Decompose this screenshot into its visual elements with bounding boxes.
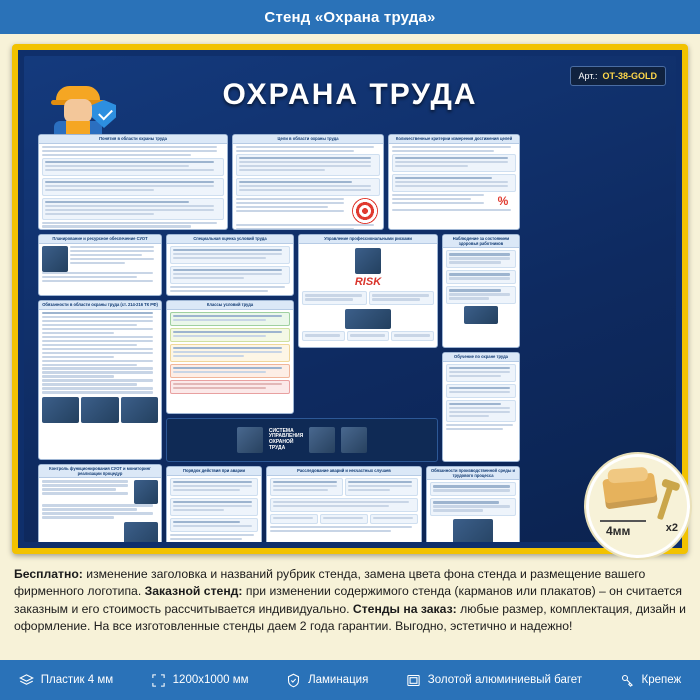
percent-icon: %: [497, 193, 509, 208]
card-title: Понятия в области охраны труда: [39, 135, 227, 144]
card-body: [443, 248, 519, 326]
suot-line-1: СИСТЕМА: [268, 427, 294, 434]
card-ponyatiya[interactable]: [38, 134, 228, 230]
free-text: изменение заголовка и названий рубрик стенда, замена цвета фона стенда и размещение вашего фирменного логотипа.: [14, 567, 646, 599]
feature-size: [151, 673, 249, 688]
feature-label: Крепеж: [641, 674, 682, 686]
feature-label: Пластик 4 мм: [40, 674, 114, 686]
fastener-callout: [584, 452, 692, 560]
card-title: Наблюдение за состоянием здоровья работников: [443, 235, 519, 248]
card-body: [39, 244, 161, 286]
feature-plastic: [19, 673, 113, 688]
card-body: [167, 244, 293, 296]
card-body: [167, 310, 293, 398]
page-title: Стенд «Охрана труда»: [0, 0, 700, 34]
card-body: [427, 480, 519, 542]
stand-frame: [12, 44, 688, 554]
feature-lamination: [286, 673, 368, 688]
suot-letters: [269, 429, 303, 452]
feature-frame: [406, 673, 582, 688]
screw-icon: [657, 486, 673, 520]
card-sreda[interactable]: [426, 466, 520, 542]
card-avariya[interactable]: [166, 466, 262, 542]
card-body: [389, 144, 519, 215]
feature-label: 1200х1000 мм: [172, 674, 249, 686]
suot-line-3: ОХРАНОЙ: [268, 439, 294, 445]
layers-icon: [19, 673, 34, 688]
card-body: [167, 476, 261, 542]
card-title: Планирование и ресурсное обеспечение СУОТ: [39, 235, 161, 244]
card-kriterii[interactable]: [388, 134, 520, 230]
feature-label: Ламинация: [308, 674, 369, 686]
card-planirovanie[interactable]: [38, 234, 162, 296]
card-obuchenie[interactable]: [442, 352, 520, 462]
target-icon: [352, 198, 378, 224]
card-title: Специальная оценка условий труда: [167, 235, 293, 244]
card-title: Порядок действия при аварии: [167, 467, 261, 476]
description-text: [14, 566, 686, 635]
card-celi[interactable]: [232, 134, 384, 230]
suot-line-2: УПРАВЛЕНИЯ: [268, 433, 304, 440]
feature-label: Золотой алюминиевый багет: [427, 674, 583, 686]
card-title: Обязанности в области охраны труда (ст. 214-216 ТК РФ): [39, 301, 161, 310]
card-body: [443, 362, 519, 434]
stand-board: [24, 56, 676, 542]
card-title: Контроль функционирования СУОТ и мониторинг реализации процедур: [39, 465, 161, 478]
stand-preview: [12, 44, 688, 554]
free-label: Бесплатно:: [14, 567, 83, 581]
fastener-icon: [620, 673, 635, 688]
custom-text: при изменении содержимого стенда (карманов или плакатов) – он считается заказным и его стоимость рассчитывается индивидуально.: [14, 584, 682, 616]
thickness-arrow-icon: [600, 520, 646, 522]
order-text: любые размер, комплектация, дизайн и оформление. На все изготовленные стенды даем 2 года гарантии. Выгодно, эстетично и надежно!: [14, 601, 686, 633]
stand-title: ОХРАНА ТРУДА: [222, 78, 478, 111]
fastener-thickness: 4мм: [606, 524, 631, 538]
card-title: Цели в области охраны труда: [233, 135, 383, 144]
card-body: [299, 244, 437, 346]
card-body: [39, 478, 161, 542]
feature-bar: [0, 660, 700, 700]
article-code: ОТ-38-GOLD: [602, 71, 657, 81]
card-title: Количественные критерии измерения достижения целей: [389, 135, 519, 144]
frame-icon: [406, 673, 421, 688]
card-body: [39, 144, 227, 230]
card-rassledovanie[interactable]: [266, 466, 422, 542]
feature-fastener: [620, 673, 682, 688]
card-title: Расследование аварий и несчастных случаев: [267, 467, 421, 476]
resize-icon: [151, 673, 166, 688]
order-label: Стенды на заказ:: [352, 601, 457, 616]
card-klassy[interactable]: [166, 300, 294, 414]
poster-grid: [38, 134, 662, 530]
card-riski[interactable]: [298, 234, 438, 348]
card-title: Классы условий труда: [167, 301, 293, 310]
fastener-bag-icon: [602, 473, 658, 510]
article-badge: [570, 66, 666, 86]
card-sout[interactable]: [166, 234, 294, 296]
risk-word: RISK: [354, 275, 382, 288]
suot-banner: [166, 418, 438, 462]
suot-line-4: ТРУДА: [268, 444, 286, 451]
article-label: Арт.:: [578, 71, 598, 81]
card-body: [39, 310, 161, 425]
card-body: [267, 476, 421, 536]
fastener-count: x2: [665, 522, 678, 534]
shield-icon: [286, 673, 301, 688]
card-title: Управление профессиональными рисками: [299, 235, 437, 244]
card-body: [233, 144, 383, 230]
card-obyazannosti[interactable]: [38, 300, 162, 460]
card-title: Обязанности производственной среды и трудового процесса: [427, 467, 519, 480]
custom-label: Заказной стенд:: [144, 584, 243, 599]
card-kontrol[interactable]: [38, 464, 162, 542]
card-title: Обучение по охране труда: [443, 353, 519, 362]
card-zdorovye[interactable]: [442, 234, 520, 348]
